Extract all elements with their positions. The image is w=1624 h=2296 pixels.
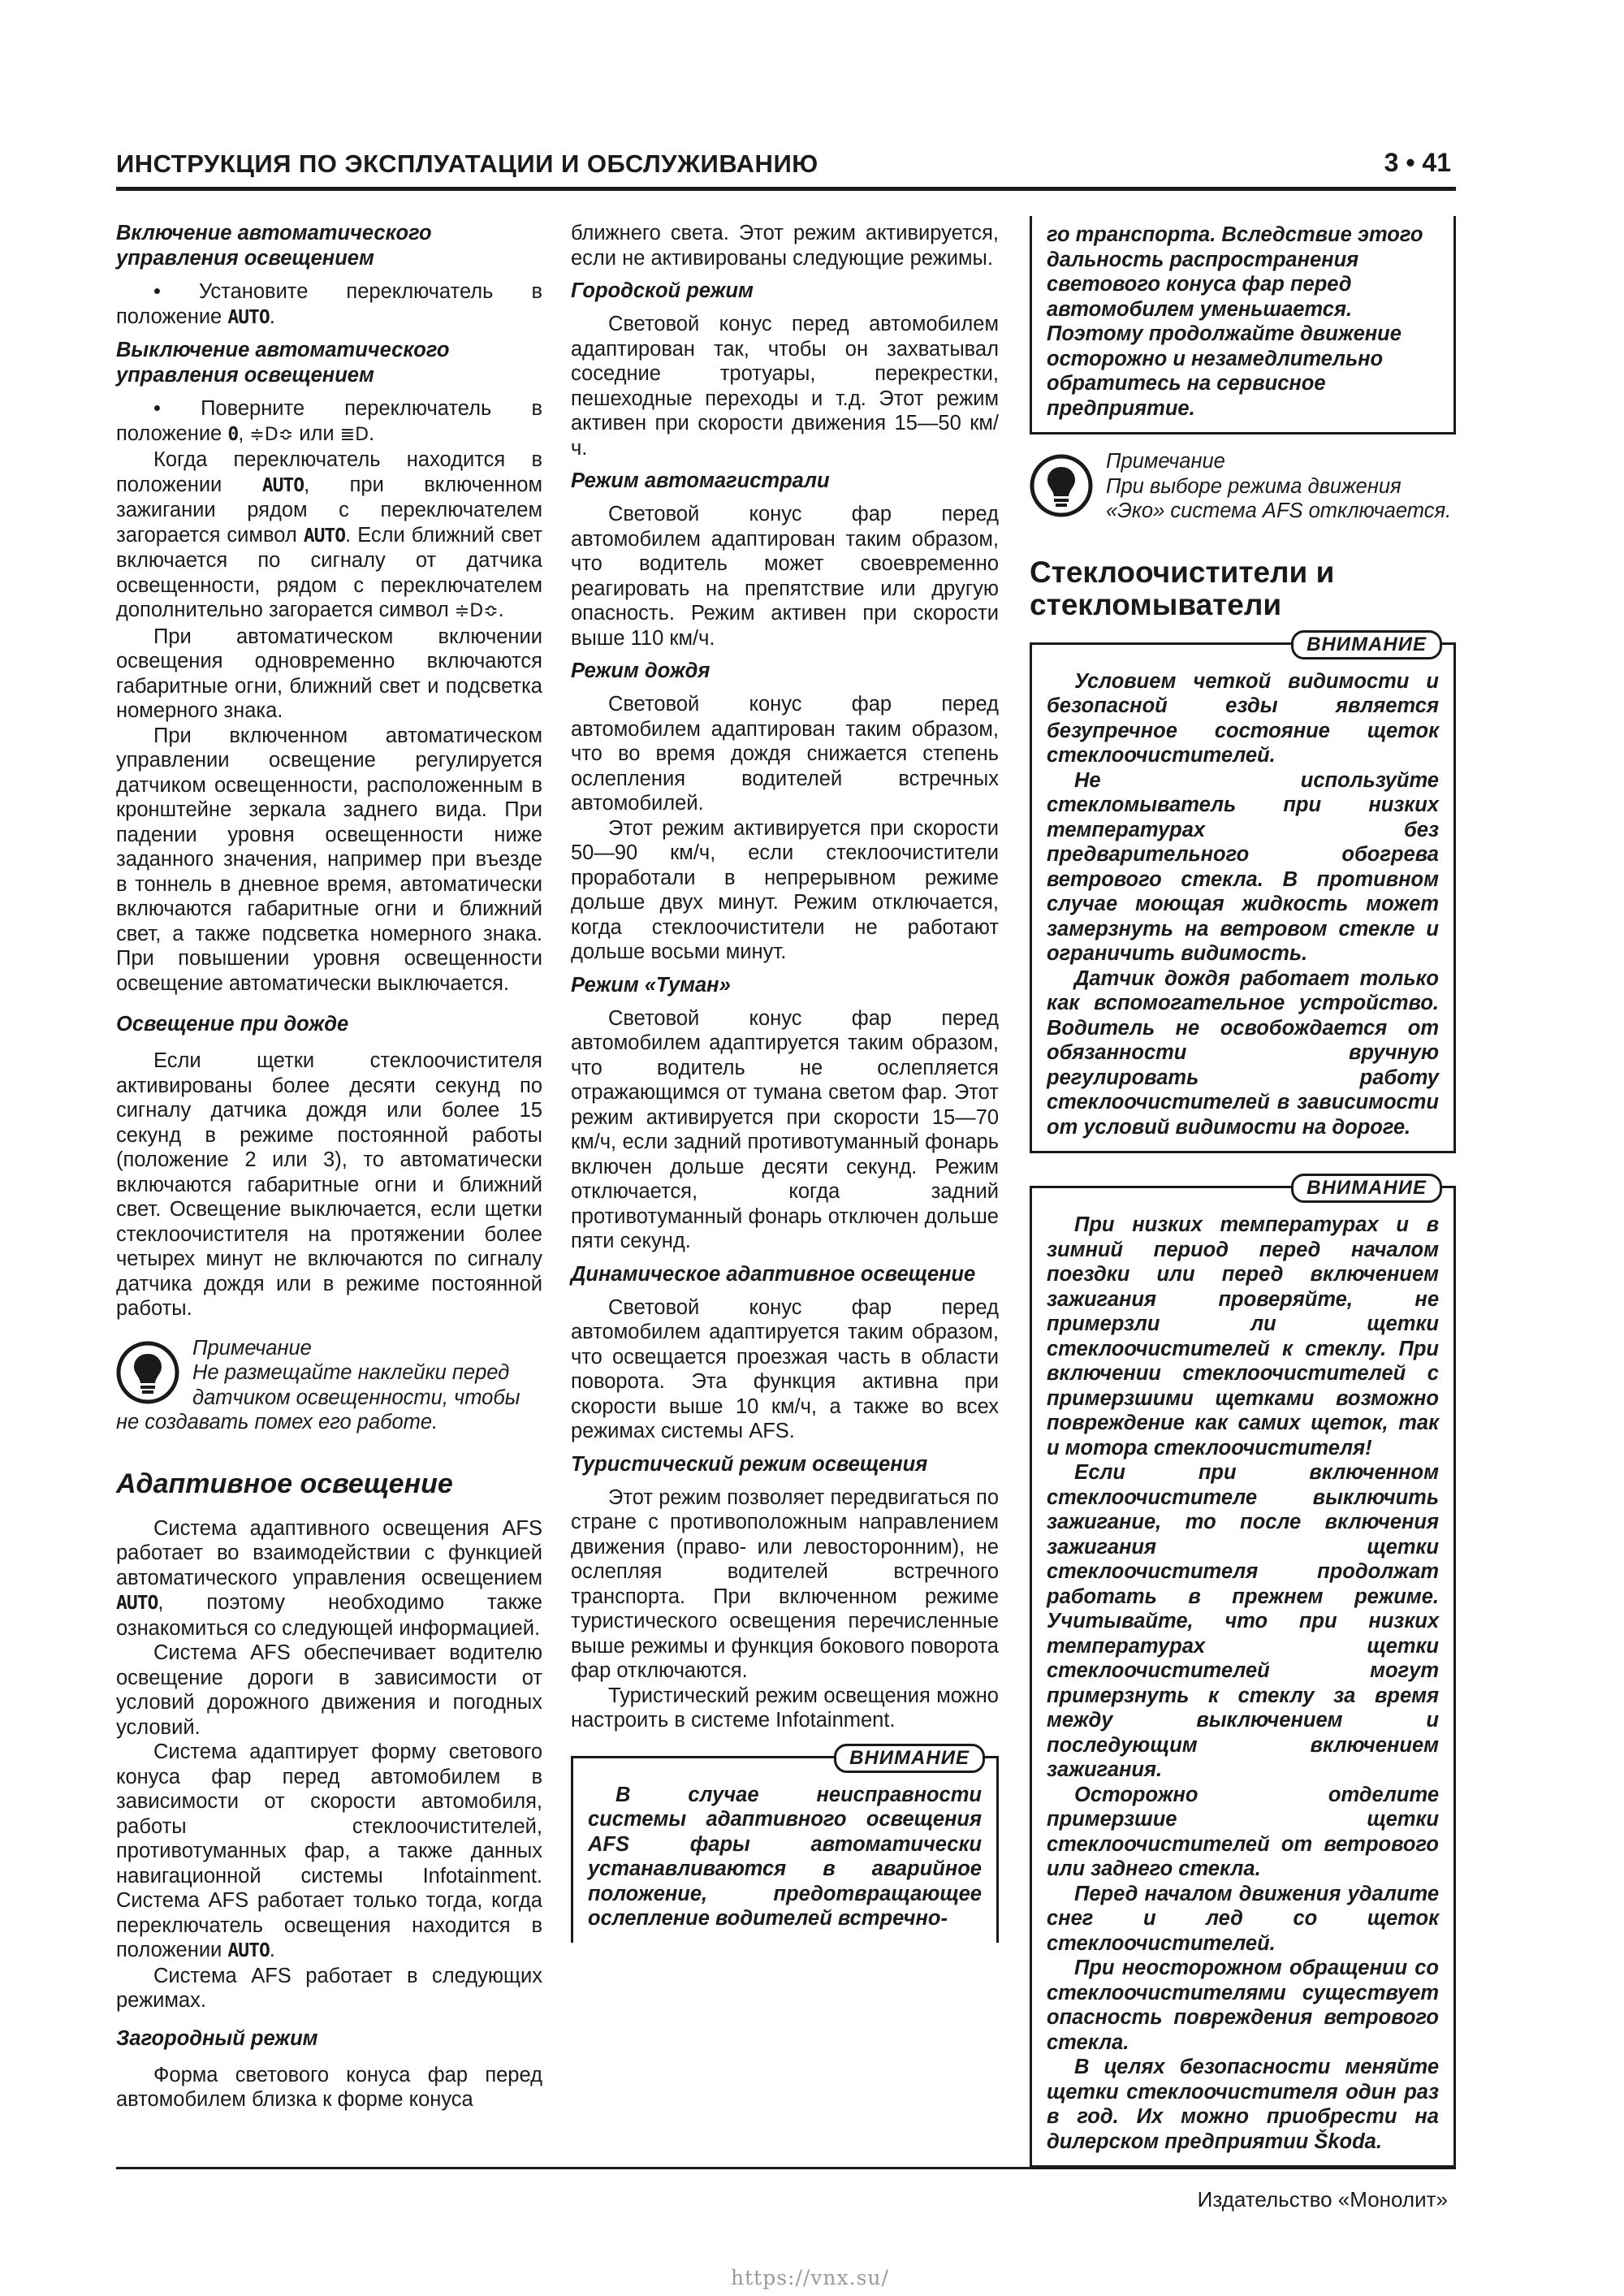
paragraph: Световой конус фар перед автомобилем адаптируется таким образом, что водитель не ослепляется отражающимся от тумана светом фар. Этот режим активируется при скорости 15—70 км/ч, если задний противотуманный фонарь включен дольше десяти секунд. Режим отключается, когда задний противотуманный фонарь отключен дольше пяти секунд. (571, 1006, 999, 1252)
warning-text: го транспорта. Вследствие этого дальность распространения светового конуса фар перед автомобилем уменьшается. Поэтому продолжайте движение осторожно и незамедлительно обратитесь на сервисное предприятие. (1047, 223, 1423, 420)
subheading-highway-mode: Режим автомагистрали (571, 469, 830, 492)
paragraph: Световой конус перед автомобилем адаптирован так, чтобы он захватывал соседние тротуары, перекрестки, пешеходные переходы и т.д. Этот режим активен при скорости движения 15—50 км/ч. (571, 313, 999, 460)
note-title: Примечание (192, 1336, 312, 1360)
warning-text: Не используйте стекломыватель при низких температурах без предварительного обогрева ветрового стекла. В противном случае моющая жидкость может замерзнуть на ветровом стекле и ограничить видимость. (1047, 768, 1439, 965)
page-footer (116, 2167, 1456, 2212)
page-header (116, 145, 1456, 191)
subheading-country-mode: Загородный режим (116, 2026, 318, 2050)
paragraph: Световой конус фар перед автомобилем адаптирован таким образом, что водитель может своевременно реагировать на препятствие или другую опасность. Режим активен при скорости выше 110 км/ч. (571, 503, 999, 650)
auto-symbol: AUTO (227, 1940, 270, 1961)
auto-symbol: AUTO (303, 525, 346, 547)
page-number: 3 • 41 (1384, 148, 1451, 177)
warning-text: Если при включенном стеклоочистителе выключить зажигание, то после включения зажигания щетки стеклоочистителя продолжат работать в прежнем режиме. Учитывайте, что при низких температурах щетки стеклоочистителей могут примерзнуть к стеклу за время между выключением и последующим включением зажигания. (1047, 1461, 1439, 1781)
paragraph: При автоматическом включении освещения одновременно включаются габаритные огни, ближний свет и подсветка номерного знака. (116, 625, 542, 722)
warning-text: При низких температурах и в зимний период перед началом поездки или перед включением зажигания проверяйте, не примерзли ли щетки стеклоочистителей к стеклу. При включении стеклоочистителей с примерзшими щетками возможно повреждение как самих щеток, так и мотора стеклоочистителя! (1047, 1213, 1439, 1459)
lightbulb-icon (1030, 454, 1093, 517)
running-title: ИНСТРУКЦИЯ ПО ЭКСПЛУАТАЦИИ И ОБСЛУЖИВАНИЮ (116, 149, 818, 178)
note-text-continued: не создавать помех его работе. (116, 1411, 438, 1433)
warning-box (1030, 633, 1456, 1154)
column-1 (116, 221, 542, 2112)
subheading-auto-off: Выключение автоматического управления освещением (116, 339, 450, 387)
paragraph: Если щетки стеклоочистителя активированы более десяти секунд по сигналу датчика дождя или более 15 секунд в режиме постоянной работы (положение 2 или 3), то автоматически включаются габаритные огни и ближний свет. Освещение выключается, если щетки стеклоочистителя на протяжении более четырех минут не включаются по сигналу датчика дождя или в режиме постоянной работы. (116, 1049, 542, 1320)
auto-symbol: AUTO (116, 1593, 158, 1614)
warning-text: Датчик дождя работает только как вспомогательное устройство. Водитель не освобождается от обязанности вручную регулировать работу стеклоочистителей в зависимости от условий видимости на дороге. (1047, 966, 1439, 1139)
warning-text: Осторожно отделите примерзшие щетки стеклоочистителей от ветрового или заднего стекла. (1047, 1783, 1439, 1880)
column-3 (1030, 221, 1456, 2168)
note-title: Примечание (1106, 450, 1225, 473)
note-text: Не размещайте наклейки перед датчиком освещенности, чтобы (192, 1361, 520, 1409)
warning-box (1030, 1177, 1456, 2168)
paragraph: Этот режим позволяет передвигаться по стране с противоположным направлением движения (право- или левосторонним), не ослепляя водителей встречного транспорта. При включенном режиме туристического освещения перечисленные выше режимы и функция бокового поворота фар отключаются. (571, 1485, 999, 1682)
paragraph: Этот режим активируется при скорости 50—90 км/ч, если стеклоочистители проработали в непрерывном режиме дольше двух минут. Режим отключается, когда стеклоочистители не работают дольше восьми минут. (571, 816, 999, 963)
low-beam-icon: ≣D (339, 424, 369, 445)
off-symbol: 0 (227, 423, 239, 445)
watermark-url: https://vnx.su/ (731, 2266, 889, 2290)
warning-label: ВНИМАНИЕ (834, 1744, 985, 1773)
section-heading-adaptive: Адаптивное освещение (116, 1468, 453, 1499)
warning-box (571, 1746, 999, 1943)
column-2 (571, 221, 999, 1943)
paragraph: Система адаптивного освещения AFS работает во взаимодействии с функцией автоматического управления освещением AUTO, поэтому необходимо также ознакомиться со следующей информацией. (116, 1516, 542, 1640)
lightbulb-icon (116, 1341, 179, 1404)
warning-text: Условием четкой видимости и безопасной езды является безупречное состояние щеток стеклоочистителей. (1047, 669, 1439, 767)
warning-box-continued (1030, 216, 1456, 435)
section-heading-wipers: Стеклоочистители и стекломыватели (1030, 555, 1335, 621)
subheading-auto-on: Включение автоматического управления освещением (116, 222, 432, 270)
parking-light-icon: ≑D≎ (249, 424, 294, 445)
auto-symbol: AUTO (227, 306, 270, 328)
note-text: При выборе режима движения «Эко» система AFS отключается. (1106, 474, 1452, 522)
paragraph: Система AFS работает в следующих режимах. (116, 1964, 542, 2012)
warning-label: ВНИМАНИЕ (1291, 630, 1442, 659)
subheading-fog-mode: Режим «Туман» (571, 973, 731, 997)
paragraph: Когда переключатель находится в положении AUTO, при включенном зажигании рядом с переключателем загорается символ AUTO. Если ближний свет включается по сигналу от датчика освещенности, рядом с переключателем дополнительно загорается символ ≑D≎. (116, 448, 543, 621)
warning-text: Перед началом движения удалите снег и лед со щеток стеклоочистителей. (1047, 1882, 1439, 1955)
paragraph: Система AFS обеспечивает водителю освещение дороги в зависимости от условий дорожного движения и погодных условий. (116, 1641, 542, 1739)
warning-text: В целях безопасности меняйте щетки стеклоочистителя один раз в год. Их можно приобрести на дилерском предприятии Škoda. (1047, 2056, 1439, 2153)
parking-light-icon: ≑D≎ (454, 601, 499, 621)
note (1030, 449, 1456, 524)
subheading-tourist-mode: Туристический режим освещения (571, 1452, 928, 1476)
paragraph: Туристический режим освещения можно настроить в системе Infotainment. (571, 1684, 999, 1732)
subheading-rain-lighting: Освещение при дожде (116, 1013, 349, 1036)
paragraph: Световой конус фар перед автомобилем адаптируется таким образом, что освещается проезжая часть в области поворота. Эта функция активна при скорости выше 10 км/ч, а также во всех режимах системы AFS. (571, 1295, 999, 1442)
paragraph: Система адаптирует форму светового конуса фар перед автомобилем в зависимости от скорости автомобиля, работы стеклоочистителей, противотуманных фар, а также данных навигационной системы Infotainment. Система AFS работает только тогда, когда переключатель освещения находится в положении AUTO. (116, 1740, 542, 1961)
warning-text: При неосторожном обращении со стеклоочистителями существует опасность повреждения ветрового стекла. (1047, 1957, 1439, 2054)
paragraph: • Поверните переключатель в положение 0, ≑D≎ или ≣D. (116, 397, 542, 445)
auto-symbol: AUTO (261, 474, 304, 496)
paragraph: При включенном автоматическом управлении освещение регулируется датчиком освещенности, расположенным в кронштейне зеркала заднего вида. При падении уровня освещенности ниже заданного значения, например при въезде в тоннель в дневное время, автоматически включаются габаритные огни и ближний свет, а также подсветка номерного знака. При повышении уровня освещенности освещение автоматически выключается. (116, 724, 542, 995)
warning-text: В случае неисправности системы адаптивного освещения AFS фары автоматически устанавливаются в аварийное положение, предотвращающее ослепление водителей встречно- (588, 1783, 982, 1930)
paragraph: Световой конус фар перед автомобилем адаптирован таким образом, что во время дождя снижается степень ослепления водителей встречных автомобилей. (571, 693, 999, 815)
note (116, 1336, 542, 1435)
paragraph: Форма светового конуса фар перед автомобилем близка к форме конуса (116, 2063, 542, 2111)
subheading-rain-mode: Режим дождя (571, 659, 710, 682)
publisher: Издательство «Монолит» (1197, 2187, 1448, 2212)
warning-label: ВНИМАНИЕ (1291, 1174, 1442, 1203)
paragraph: ближнего света. Этот режим активируется, если не активированы следующие режимы. (571, 222, 999, 270)
subheading-dynamic-lighting: Динамическое адаптивное освещение (571, 1262, 976, 1286)
subheading-city-mode: Городской режим (571, 279, 754, 302)
paragraph: • Установите переключатель в положение AUTO. (116, 280, 542, 328)
